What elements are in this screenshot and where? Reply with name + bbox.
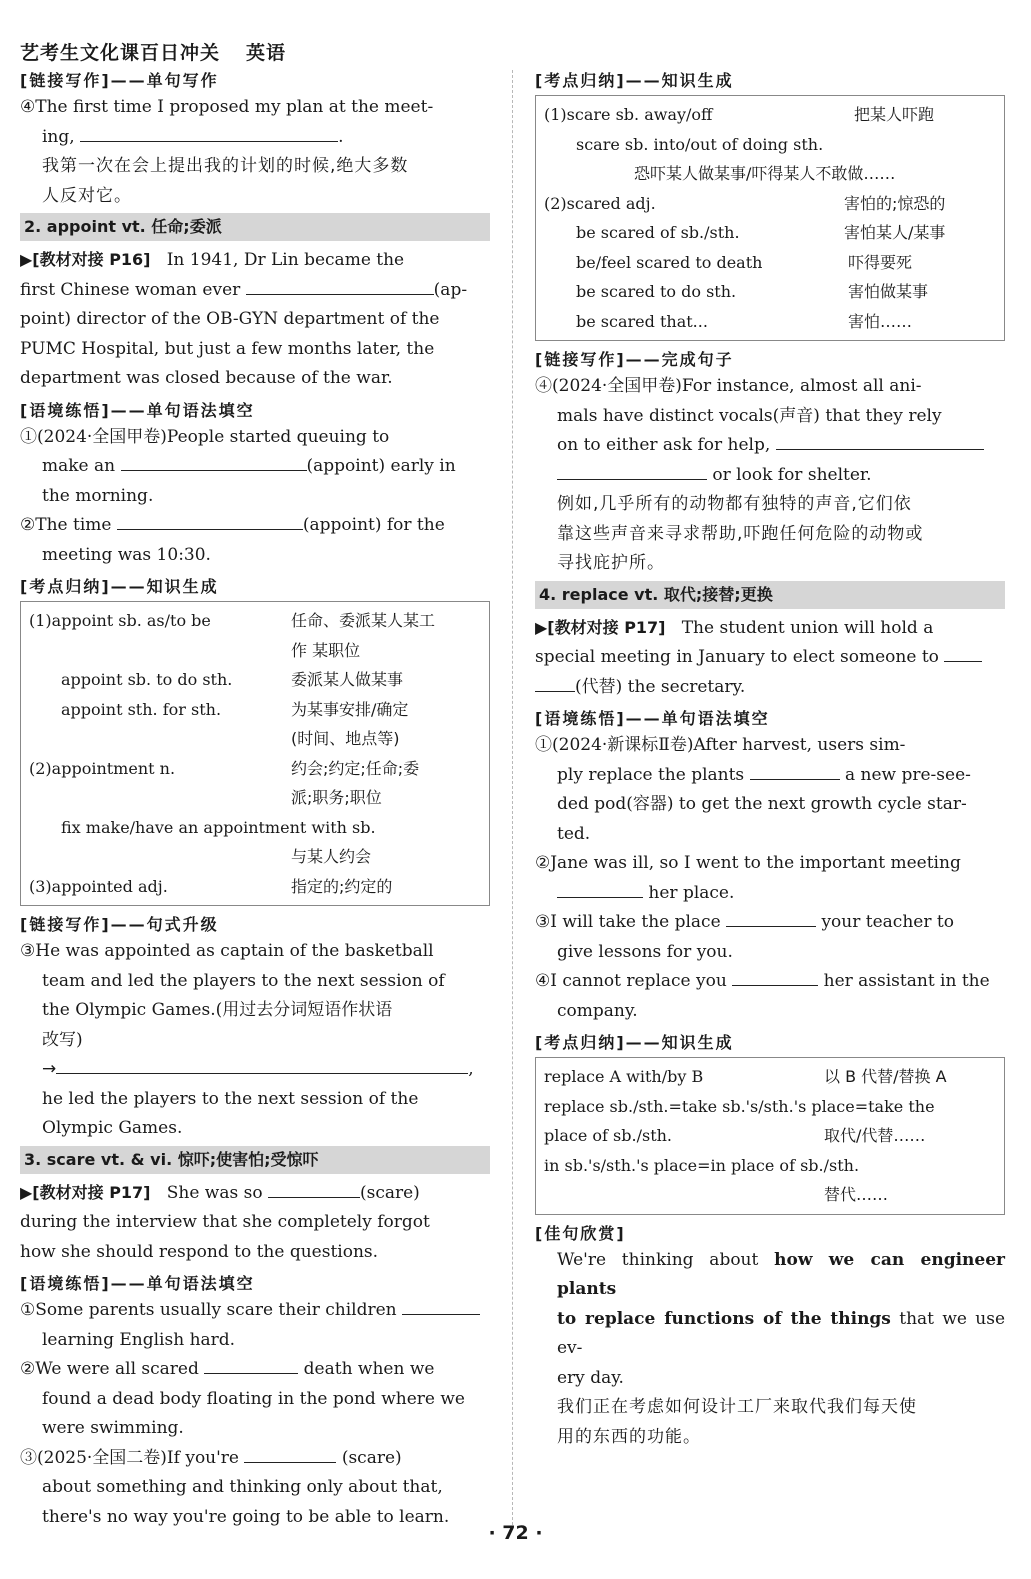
answer-blank[interactable] [557,896,643,898]
tag-good-sentence: [佳句欣赏] [535,1223,626,1243]
k-row: be scared that... 害怕…… [576,311,913,331]
appoint-p2-b: meeting was 10:30. [42,544,211,565]
replace-r2-a: ②Jane was ill, so I went to the important meeting [535,853,961,873]
replace-r3-a: ③I will take the place your teacher to [535,912,954,932]
scare-textbook-l1: ▶[教材对接 P17] She was so (scare) [20,1182,420,1203]
book-title: 艺考生文化课百日冲关 [20,42,221,64]
w3-b: team and led the players to the next session of [42,970,445,991]
q4-line-b: ing, . [42,126,344,147]
k-row: (2)scared adj. 害怕的;惊恐的 [544,193,946,213]
answer-blank[interactable] [117,528,303,530]
left-column [20,64,490,1532]
w3-d: 改写) [42,1029,83,1050]
scare-textbook-l3: how she should respond to the questions. [20,1241,379,1262]
answer-blank[interactable] [246,293,434,295]
replace-r2-b: her place. [535,879,1005,909]
q4-translation-b: 人反对它。 [42,185,132,206]
k-row: scare sb. into/out of doing sth. [576,134,824,154]
arrow-icon: → [42,1059,57,1079]
replace-textbook-l2: special meeting in January to elect someone to [535,643,1005,673]
subject-label: 英语 [246,42,287,64]
w4-translation-2: 靠这些声音来寻求帮助,吓跑任何危险的动物或 [557,523,924,544]
answer-blank[interactable] [535,690,575,692]
replace-r4-a: ④I cannot replace you her assistant in the [535,971,990,991]
k-fix-line: fix make/have an appointment with sb. [61,817,376,837]
k-row: replace A with/by B 以 B 代替/替换 A [544,1067,947,1086]
book-header [20,38,286,65]
k-row: replace sb./sth.=take sb.'s/sth.'s place=take the [544,1096,935,1116]
replace-r1-a: ①(2024·新课标Ⅱ卷)After harvest, users sim- [535,735,906,755]
scare-s3-c: there's no way you're going to be able to learn. [42,1506,450,1527]
appoint-knowledge-box [20,601,490,906]
scare-s1-a: ①Some parents usually scare their children [20,1296,490,1326]
column-divider [512,70,513,1530]
k-row: (时间、地点等) [291,729,400,748]
good-sentence-l2: to replace functions of the things that we use ev- [557,1308,1006,1358]
appoint-textbook-l4: PUMC Hospital, but just a few months later, the [20,338,435,359]
k-row: (2)appointment n. 约会;约定;任命;委 [29,758,420,778]
tag-context-practice: [语境练悟]——单句语法填空 [535,709,770,728]
k-row: 替代…… [824,1185,889,1204]
scare-knowledge-box [535,95,1005,341]
answer-blank[interactable] [56,1072,468,1074]
w4-b: mals have distinct vocals(声音) that they rely [557,405,942,426]
answer-blank[interactable] [726,925,816,927]
answer-blank[interactable] [80,140,338,142]
answer-blank[interactable] [750,778,840,780]
replace-r4-b: company. [557,1000,638,1021]
appoint-p1-a: ①(2024·全国甲卷)People started queuing to [20,426,390,447]
w3-c: the Olympic Games.(用过去分词短语作状语 [42,1000,393,1020]
w3-f: Olympic Games. [42,1118,183,1138]
k-row: place of sb./sth. 取代/代替…… [544,1126,926,1145]
appoint-p1-c: the morning. [42,485,154,506]
replace-r3-b: give lessons for you. [557,941,733,962]
good-sentence-l1: We're thinking about how we can engineer plants [557,1249,1006,1299]
scare-s1-b: learning English hard. [42,1329,236,1350]
w3-e: he led the players to the next session of the [42,1088,419,1109]
section-scare: 3. scare vt. & vi. 惊吓;使害怕;受惊吓 [20,1146,490,1174]
k-row: (1)appoint sb. as/to be 任命、委派某人某工 [29,611,436,630]
good-sentence-cn2: 用的东西的功能。 [557,1426,701,1447]
appoint-p1-b: make an (appoint) early in [42,456,456,476]
scare-s3-b: about something and thinking only about that, [42,1477,443,1497]
tag-sentence-upgrade: [链接写作]——句式升级 [20,915,219,934]
page-number: · 72 · [488,1522,543,1544]
answer-blank[interactable] [944,660,982,662]
appoint-textbook-l1: ▶[教材对接 P16] In 1941, Dr Lin became the [20,250,405,270]
scare-s3-a: ③(2025·全国二卷)If you're (scare) [20,1447,402,1468]
tag-link-writing: [链接写作]——单句写作 [20,71,219,90]
replace-textbook-l3: (代替) the secretary. [535,673,1005,703]
answer-blank[interactable] [268,1196,360,1198]
replace-r1-c: ded pod(容器) to get the next growth cycle star- [557,794,967,814]
appoint-p2-a: ②The time (appoint) for the [20,515,445,535]
scare-textbook-l2: during the interview that she completely forgot [20,1212,430,1232]
k-row: 作 某职位 [291,640,361,660]
answer-blank[interactable] [776,448,984,450]
right-column [535,64,1005,1452]
q4-translation-a: 我第一次在会上提出我的计划的时候,绝大多数 [42,156,409,176]
w4-translation-3: 寻找庇护所。 [557,553,665,573]
tag-knowledge-summary: [考点归纳]——知识生成 [535,1033,734,1052]
answer-blank[interactable] [244,1461,336,1463]
k-row: appoint sth. for sth. 为某事安排/确定 [61,699,409,719]
k-row: in sb.'s/sth.'s place=in place of sb./sth. [544,1155,860,1175]
scare-s2-b: found a dead body floating in the pond where we [42,1388,465,1409]
scare-s2-c: were swimming. [42,1418,184,1438]
good-sentence-l3: ery day. [557,1367,624,1388]
appoint-textbook-l2: first Chinese woman ever (ap- [20,279,468,300]
k-row: 恐吓某人做某事/吓得某人不敢做…… [634,164,896,183]
tag-context-practice: [语境练悟]——单句语法填空 [20,1274,255,1293]
answer-blank[interactable] [557,478,707,480]
w4-a: ④(2024·全国甲卷)For instance, almost all ani- [535,376,922,396]
replace-r1-b: ply replace the plants a new pre-see- [557,764,971,785]
answer-blank[interactable] [121,469,307,471]
appoint-textbook-l5: department was closed because of the war. [20,368,393,388]
replace-textbook-l1: ▶[教材对接 P17] The student union will hold a [535,617,934,638]
tag-context-practice: [语境练悟]——单句语法填空 [20,400,255,420]
answer-blank[interactable] [402,1313,480,1315]
section-appoint: 2. appoint vt. 任命;委派 [20,213,490,241]
k-row: 与某人约会 [291,847,372,866]
replace-r1-d: ted. [557,823,591,844]
q4-line-a: ④The first time I proposed my plan at the meet- [20,97,434,117]
tag-complete-sentence: [链接写作]——完成句子 [535,350,734,369]
w4-c: on to either ask for help, [535,431,1005,461]
scare-s2-a: ②We were all scared death when we [20,1359,435,1379]
answer-blank[interactable] [732,984,818,986]
k-row: be scared to do sth. 害怕做某事 [576,282,929,301]
k-row: (1)scare sb. away/off 把某人吓跑 [544,105,935,124]
section-replace: 4. replace vt. 取代;接替;更换 [535,581,1005,609]
replace-knowledge-box [535,1057,1005,1215]
w3-answer-line: → , [42,1059,474,1079]
k-row: appoint sb. to do sth. 委派某人做某事 [61,670,404,689]
w4-translation-1: 例如,几乎所有的动物都有独特的声音,它们依 [557,494,912,514]
tag-knowledge-summary: [考点归纳]——知识生成 [20,577,219,596]
k-row: be/feel scared to death 吓得要死 [576,252,913,272]
tag-knowledge-summary: [考点归纳]——知识生成 [535,71,734,90]
k-row: (3)appointed adj. 指定的;约定的 [29,876,393,896]
w3-a: ③He was appointed as captain of the basketball [20,941,434,961]
k-row: 派;职务;职位 [291,788,382,807]
k-row: be scared of sb./sth. 害怕某人/某事 [576,223,946,242]
answer-blank[interactable] [204,1372,298,1374]
w4-d: or look for shelter. [535,461,1005,491]
good-sentence-cn1: 我们正在考虑如何设计工厂来取代我们每天使 [557,1397,917,1417]
appoint-textbook-l3: point) director of the OB-GYN department of the [20,309,440,329]
